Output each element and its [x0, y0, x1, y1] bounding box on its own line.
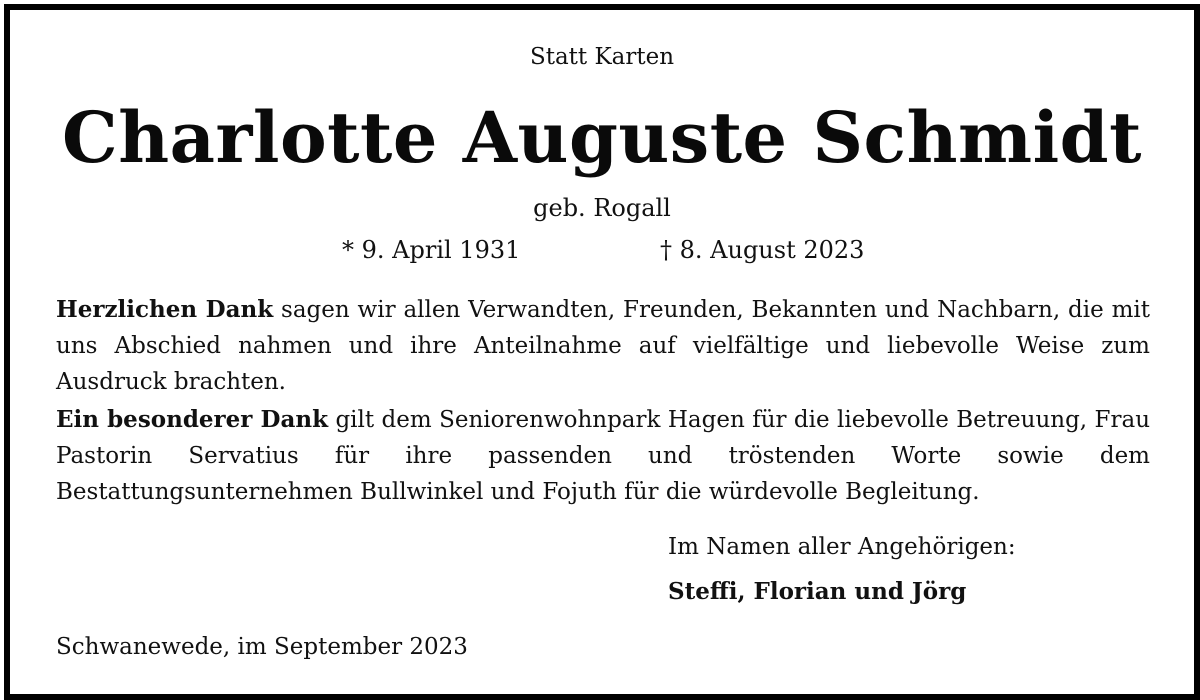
place-and-date: Schwanewede, im September 2023 [56, 634, 468, 660]
signature-names: Steffi, Florian und Jörg [668, 578, 967, 605]
thanks-text: sagen wir allen Verwandten, Freunden, Bekannten und Nachbarn, die mit uns Abschied nahmen und ihre Anteilnahme auf vielfältige und liebevolle Weise zum Ausdruck brachten. [56, 297, 1150, 395]
deceased-name: Charlotte Auguste Schmidt [62, 96, 1142, 179]
special-thanks-text: gilt dem Seniorenwohnpark Hagen für die liebevolle Betreuung, Frau Pastorin Servatius für ihre passenden und tröstenden Worte sowie dem Bestattungsunternehmen Bullwinkel und Fojuth für die würdevolle Begleitung. [56, 407, 1151, 505]
signature-intro: Im Namen aller Angehörigen: [668, 534, 1016, 560]
birth-date: * 9. April 1931 [342, 236, 521, 264]
notice-frame [4, 4, 1200, 700]
header-statt-karten: Statt Karten [529, 44, 675, 70]
thanks-paragraph [56, 292, 1150, 400]
maiden-name: geb. Rogall [533, 194, 671, 222]
special-thanks-paragraph [56, 402, 1150, 510]
life-dates [10, 236, 1194, 268]
thanks-lead: Herzlichen Dank [56, 296, 274, 323]
death-date: † 8. August 2023 [660, 236, 865, 264]
special-thanks-lead: Ein besonderer Dank [56, 406, 329, 433]
